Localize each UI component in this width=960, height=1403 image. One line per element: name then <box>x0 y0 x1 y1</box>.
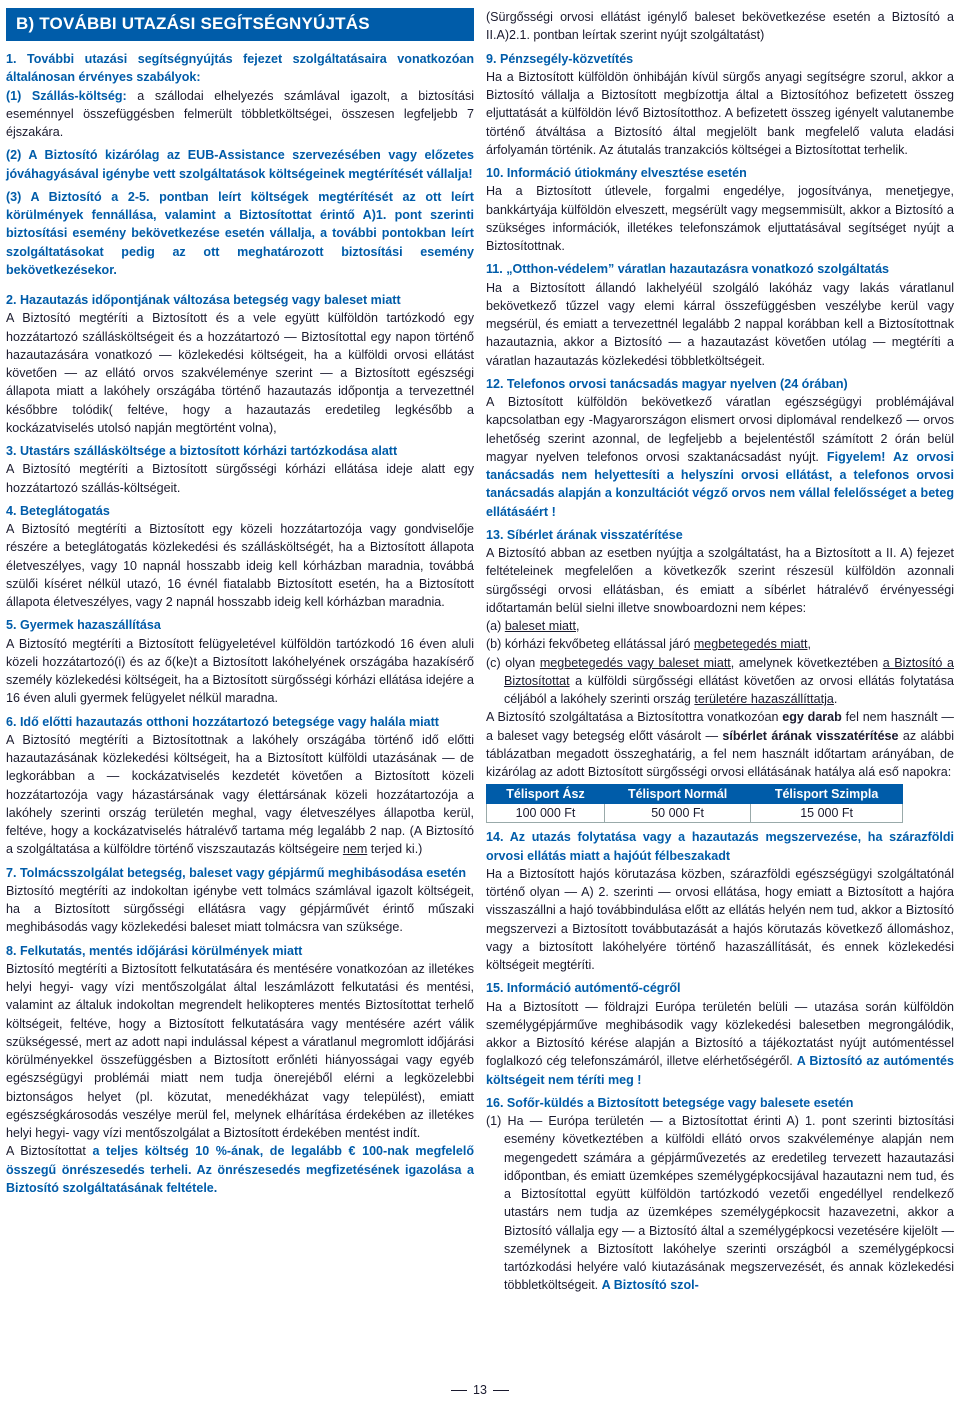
continuation-text: (Sürgősségi orvosi ellátást igénylő baleset bekövetkezése esetén a Biztosító a II.A)2.1. pontban leírtak szerint nyújt szolgáltatást) <box>486 10 954 43</box>
item-b-suffix: , <box>807 637 812 652</box>
left-column <box>6 8 474 1197</box>
item-a-prefix: (a) <box>486 619 505 633</box>
section-13-text-2 <box>486 708 954 781</box>
item-a-suffix: , <box>575 619 580 633</box>
section-12-warning: Figyelem! Az orvosi tanácsadás nem helyettesíti a helyszíni orvosi ellátást, a telefonos orvosi tanácsadás alapján a konzultációt végző orvos nem vállal felelősséget a beteg ellátásáért ! <box>486 449 955 519</box>
s13-t2-bold-1: egy darab <box>782 710 842 725</box>
section-5-heading: 5. Gyermek hazaszállítása <box>6 618 161 633</box>
price-table-cell: 100 000 Ft <box>487 804 605 823</box>
section-13-heading: 13. Síbérlet árának visszatérítése <box>486 527 683 542</box>
item-b-underlined: megbetegedés miatt <box>693 637 808 652</box>
section-7-heading: 7. Tolmácsszolgálat betegség, baleset vagy gépjármű meghibásodása esetén <box>6 865 466 880</box>
section-8-deductible-bold: a teljes költség 10 %-ának, de legalább € 100-nak megfelelő összegű önrészesedés terheli. Az önrészesedés megfizetésének igazolása a Biztosító szolgáltatásának feltétele. <box>6 1144 475 1195</box>
section-9-text: Ha a Biztosított külföldön önhibáján kívül sürgős anyagi segítségre szorul, akkor a Biztosító vállalja a Biztosított megbízottja által a Biztosítóhoz befizetett összeg eljuttatását a külföldön lévő Biztosítotthoz. A befizetett összeg igényelt valutanembe történő átváltása a Biztosító által megjelölt bank megfelelő valuta eladási árfolyamán történik. Az átutalás tranzakciós költségei a Biztosítottat terhelik. <box>486 69 954 157</box>
section-15-body: Ha a Biztosított — földrajzi Európa területén belüli — utazása során külföldön személygépjárműve meghibásodik vagy közlekedési balesetben megrongálódik, akkor a Biztosító kérése alapján a Biztosító a tájékoztatást nyújt autómentéssel foglalkozó cég telefonszámáról, illetve elérhetőségéről. <box>486 999 954 1069</box>
section-2-text: A Biztosító megtéríti a Biztosított és a vele együtt külföldön tartózkodó egy hozzátartozó szállásköltségeit és a hozzátartozó — Biztosítottal egy napon történő hazautazására vonatkozó — közlekedési költségeit, ha a külföldi orvosi ellátást követően — az ellátó orvos szakvéleménye szerint — a Biztosított egészségi állapota miatt a lakóhely országába történő hazautazás időpontja a tervezettnél későbbre tolódik( feltéve, hogy a hazautazás eredetileg legkésőbb a kockázatviselés utolsó napján megtörtént volna), <box>6 311 474 435</box>
section-4-text: A Biztosító megtéríti a Biztosított egy közeli hozzátartozója vagy gondviselője részére a beteglátogatás közlekedési és szállásköltségét, ha a Biztosított állapota életveszélyes, vagy 10 napnál hosszabb ideig kell kórházban maradnia, továbbá szülői kíséret nélkül utazó, 16 évnél fiatalabb Biztosított esetén, ha a Biztosított állapota életveszélyes, vagy 2 napnál hosszabb ideig kell kórházban maradnia. <box>6 522 474 609</box>
s13-t2-a: A Biztosító szolgáltatása a Biztosítottra vonatkozóan <box>486 710 783 725</box>
page-title: B) TOVÁBBI UTAZÁSI SEGÍTSÉGNYÚJTÁS <box>6 8 474 41</box>
item-b-prefix: (b) kórházi fekvőbeteg ellátással járó <box>486 637 694 652</box>
section-5-text: A Biztosító megtéríti a Biztosított felügyeletével külföldön tartózkodó 16 éven aluli közeli hozzátartozó(i) és az ő(ke)t a Biztosított lakóhelyének országába hazakísérő személy közlekedési költségeit, ha a Biztosított sürgősségi kórházi ellátása idejére a 16 éven aluli gyermek felügyelet nélkül maradna. <box>6 636 474 706</box>
section-13-item-b <box>486 635 954 653</box>
section-13-text: A Biztosító abban az esetben nyújtja a szolgáltatást, ha a Biztosított a II. A) fejezet feltételeinek megfelelően a következők szerint részesül külföldön azonnali sürgősségi orvosi ellátásban, és emiatt a síbérlet hátralévő érvényességi időtartamán belül sielni illetve snowboardozni nem képes: <box>486 546 954 615</box>
section-16-heading: 16. Sofőr-küldés a Biztosított betegsége vagy balesete esetén <box>486 1095 854 1110</box>
section-1-rule-1-label: (1) Szállás-költség: <box>6 88 127 103</box>
section-6-text-b: terjed ki.) <box>367 842 423 857</box>
section-6-text-underlined: nem <box>342 842 368 857</box>
section-16-bold-tail: A Biztosító szol- <box>601 1278 699 1293</box>
page-number-dash-right <box>493 1390 509 1391</box>
section-15-heading: 15. Információ autómentő-cégről <box>486 981 681 996</box>
price-table-cell: 15 000 Ft <box>751 804 903 823</box>
section-10-heading: 10. Információ útiokmány elvesztése esetén <box>486 166 747 180</box>
section-15-text <box>486 998 954 1089</box>
right-column <box>486 8 954 1295</box>
section-4-heading: 4. Beteglátogatás <box>6 503 110 518</box>
section-2-heading: 2. Hazautazás időpontjának változása betegség vagy baleset miatt <box>6 293 401 307</box>
item-c-mid-1: , amelynek következtében <box>730 655 883 670</box>
section-16-text <box>486 1112 954 1295</box>
section-1-heading: 1. További utazási segítségnyújtás fejezet szolgáltatásaira vonatkozóan általánosan érvényes szabályok: <box>6 52 474 85</box>
section-1-rule-1-text: a szállodai elhelyezés számlával igazolt, a biztosítási eseménnyel összefüggésben felmerült többletköltségei, összesen legfeljebb 7 éjszakára. <box>6 88 474 139</box>
page-number-dash-left <box>451 1390 467 1391</box>
price-table-row <box>487 804 903 823</box>
page-number-value: 13 <box>473 1383 487 1397</box>
price-table-header-row <box>487 785 903 804</box>
section-8-text: Biztosító megtéríti a Biztosított felkutatására és mentésére vonatkozóan az illetékes helyi hegyi- vagy vízi mentőszolgálat által leszámlázott felkutatási és mentési, valamint az általuk indokoltan megrendelt helikopteres mentés Biztosítottat terhelő költségeit, feltéve, hogy a Biztosított felkutatására vagy mentésére azért válik szükségessé, mert az adott napi indulással képest a váratlanul megromlott időjárási körülményekkel összefüggésben a Biztosított erőnléti hiányosságai vagy egyéb egészségügyi problémái miatt nem tudja önerejéből elérni a legközelebbi biztonságos helyet (pl. közutat, menedékházat vagy települést), emiatt egészségkárosodás veszélye merül fel, melynek elhárítása érdekében az illetékes helyi hegyi- vagy vízi mentőszolgálat a Biztosított érdekében mentést indít. <box>6 961 474 1140</box>
section-12-heading: 12. Telefonos orvosi tanácsadás magyar nyelven (24 órában) <box>486 376 848 391</box>
item-c-mid-2: a külföldi sürgősségi ellátást követően az orvosi ellátás folytatása céljából a lakóhely szerinti ország <box>504 673 954 706</box>
section-6-text <box>6 731 474 859</box>
section-12-text <box>486 393 954 521</box>
section-6-text-a: A Biztosító megtéríti a Biztosítottnak a lakóhely országába történő idő előtti hazautazásának közlekedési költségeit, ha a Biztosított külföldi utazásának — de legkorábban a — kockázatviselés kezdetét követően a Biztosított közeli hozzátartozója vagy házastársának vagy élettársának közeli hozzátartozója a lakóhely szerinti ország területén meghal, vagy életveszélyes állapotba kerül, feltéve, hogy a kockázatviselés hátralévő tartama még legalább 2 nap. (A Biztosító a szolgáltatása a külföldre történő viszszautazás költségeire <box>6 732 474 857</box>
item-c-underlined-3: területére hazaszállíttatja <box>694 692 834 706</box>
section-15-notice: A Biztosító az autómentés költségeit nem téríti meg ! <box>486 1054 954 1087</box>
section-1-rule-2: (2) A Biztosító kizárólag az EUB-Assistance szervezésében vagy előzetes jóváhagyásával igénybe vett szolgáltatások költségeinek megtérítését vállalja! <box>6 148 474 181</box>
s13-t2-d: az alábbi táblázatban megadott összeghatárig, a fel nem használt időtartam arányában, de kizárólag az adott Biztosított sürgősségi orvosi ellátásának hatálya alá eső napokra: <box>486 728 954 779</box>
section-16-body: (1) Ha — Európa területén — a Biztosítottat érinti A) 1. pont szerinti biztosítási esemény következtében a külföldi ellátó orvos szakvéleménye alapján nem megengedett számára a gépjárművezetés az eredetileg tervezett hazautazási időpontban, és emiatt üzemképes személygépkocsijával hazautazni nem tud, és a Biztosítottal együtt külföldön tartózkodó vezetői engedéllyel rendelkező utastárs nem tudja az üzemképes személygépkocsit hazavezetni, akkor a Biztosító vállalja egy — a Biztosító által a személygépkocsi vezetésére kijelölt — személynek a Biztosított lakóhelye szerinti országból a személygépkocsi tartózkodási helyére való kiutazásának megszervezését, és annak közlekedési többletköltségeit. <box>486 1114 954 1293</box>
section-11-text: Ha a Biztosított állandó lakhelyéül szolgáló lakóház vagy lakás váratlanul bekövetkező tűzzel vagy elemi kárral összefüggésben veszélybe kerül vagy megsérül, és emiatt a tervezettnél legalább 2 nappal korábban kell a Biztosítottnak hazautaznia, akkor a Biztosító — a hazautazást követően utólag — megtéríti a váratlan hazautazás közlekedési többletköltségeit. <box>486 280 954 368</box>
section-8-deductible-lead: A Biztosítottat <box>6 1144 93 1159</box>
section-13-item-a <box>486 617 954 635</box>
price-table <box>486 784 903 823</box>
section-10-text: Ha a Biztosított útlevele, forgalmi engedélye, jogosítványa, menetjegye, bankkártyája külföldön elveszett, megsérült vagy megsemmisült, akkor a Biztosító a szükséges információk, illetékes telefonszámok eljuttatásával segítséget nyújt a Biztosítottnak. <box>486 184 954 253</box>
item-c-underlined-2: a Biztosító a Biztosítottat <box>504 655 954 688</box>
section-9-heading: 9. Pénzsegély-közvetítés <box>486 51 634 66</box>
section-8-heading: 8. Felkutatás, mentés időjárási körülmények miatt <box>6 943 303 958</box>
section-3-text: A Biztosító megtéríti a Biztosított sürgősségi kórházi ellátása ideje alatt egy hozzátartozó szállás-költségeit. <box>6 462 474 495</box>
section-14-text: Ha a Biztosított hajós körutazása közben, szárazföldi egészségügyi szolgáltatónál történő olyan — A) 2. szerinti — orvosi ellátása, hogy emiatt a Biztosított a hajóra visszaszállni a hajó továbbindulása előtt az ellátás helyén nem tud, akkor a Biztosító megszervezi a Biztosított továbbutazását a hajós körutazás következő állomáshoz, vagy a biztosított lakóhelyére történő hazaszállítását, és ennek közlekedési költségeit megtéríti. <box>486 866 954 972</box>
section-7-text: Biztosító megtéríti az indokoltan igénybe vett tolmács számlával igazolt költségeit, ha a Biztosított sürgősségi ellátásra vagy gépjárművét érintő műszaki meghibásodás vagy közlekedési baleset miatt tolmácsra van szüksége. <box>6 883 474 935</box>
section-13-item-c <box>486 654 954 709</box>
item-c-suffix: . <box>833 692 838 706</box>
s13-t2-c: fel nem használt — a baleset vagy betegség előtt vásárolt — <box>486 710 954 743</box>
price-table-header: Télisport Ász <box>487 785 605 804</box>
section-3-heading: 3. Utastárs szállásköltsége a biztosított kórházi tartózkodása alatt <box>6 444 398 458</box>
section-1-rule-1 <box>6 87 474 142</box>
item-c-prefix: (c) olyan <box>486 655 540 670</box>
section-14-heading: 14. Az utazás folytatása vagy a hazautazás megszervezése, ha szárazföldi orvosi ellátás miatt a hajóút félbeszakadt <box>486 830 954 863</box>
price-table-header: Télisport Szimpla <box>751 785 903 804</box>
section-8-deductible <box>6 1142 474 1197</box>
section-1-rule-3: (3) A Biztosító a 2-5. pontban leírt költségek megtérítését az ott leírt körülmények fennállása, valamint a Biztosítottat érintő A)1. pont szerinti biztosítási esemény bekövetkezése esetén vállalja, a további pontokban leírt szolgáltatásokat pedig az ott meghatározott biztosítási esemény bekövetkezésekor. <box>6 189 474 277</box>
item-c-underlined-1: megbetegedés vagy baleset miatt <box>539 655 731 670</box>
item-a-underlined: baleset miatt <box>504 619 576 633</box>
section-12-body: A Biztosított külföldön bekövetkező váratlan egészségügyi problémájával kapcsolatban egy -Magyarországon elismert orvosi diplomával rendelkező — orvos lehetőség szerint azonnal, de legfeljebb a bejelentéstől számított 2 órán belül magyar nyelven telefonos orvosi szaktanácsadást nyújt. <box>486 395 954 464</box>
s13-t2-bold-2: síbérlet árának visszatérítése <box>722 728 899 743</box>
section-11-heading: 11. „Otthon-védelem” váratlan hazautazásra vonatkozó szolgáltatás <box>486 262 890 277</box>
price-table-header: Télisport Normál <box>605 785 751 804</box>
page-number <box>0 1383 960 1397</box>
price-table-cell: 50 000 Ft <box>605 804 751 823</box>
section-6-heading: 6. Idő előtti hazautazás otthoni hozzátartozó betegsége vagy halála miatt <box>6 714 439 729</box>
